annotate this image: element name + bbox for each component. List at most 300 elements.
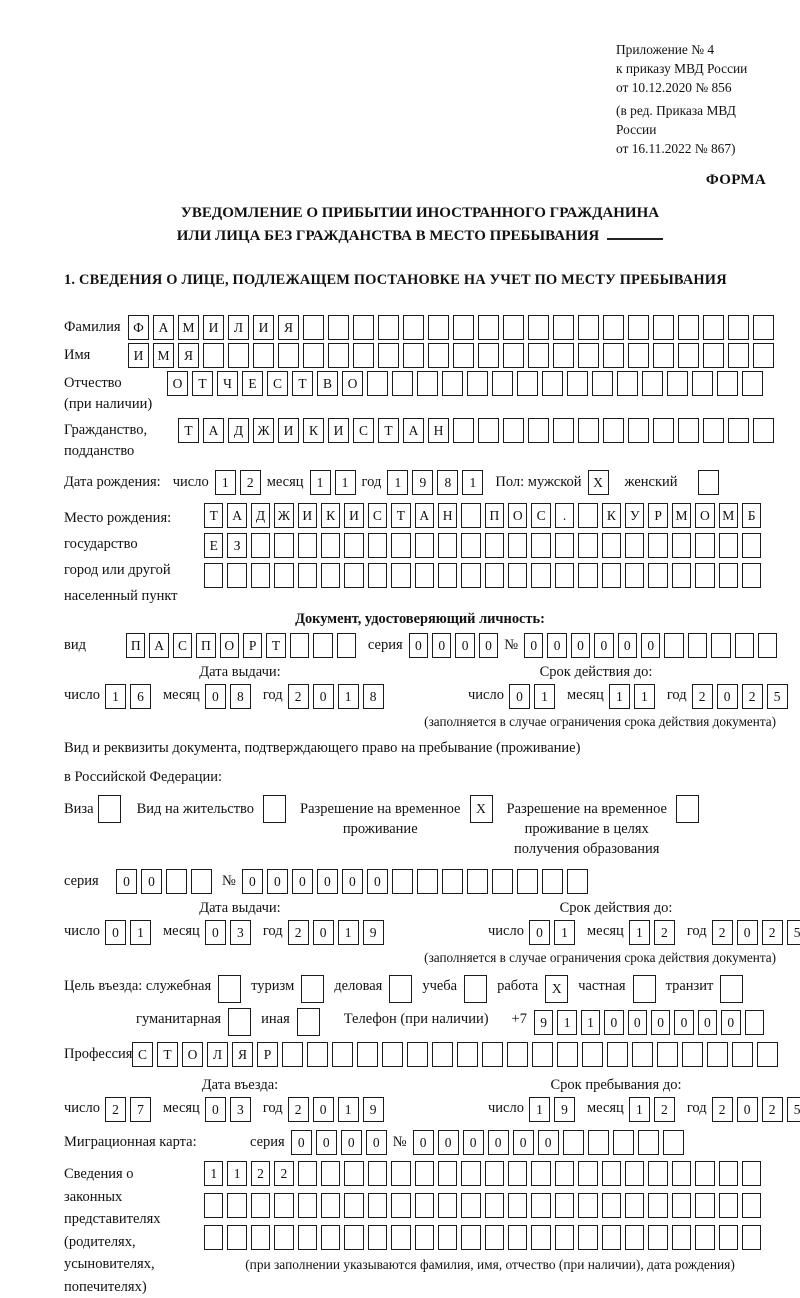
char-box[interactable]: Ч bbox=[217, 371, 238, 396]
char-box[interactable] bbox=[607, 1042, 628, 1067]
char-box[interactable]: П bbox=[196, 633, 215, 658]
char-box[interactable] bbox=[648, 563, 667, 588]
char-box[interactable]: 3 bbox=[230, 1097, 251, 1122]
char-box[interactable] bbox=[485, 1193, 504, 1218]
char-box[interactable]: 1 bbox=[529, 1097, 550, 1122]
char-box[interactable] bbox=[378, 343, 399, 368]
char-box[interactable] bbox=[517, 371, 538, 396]
char-box[interactable]: 0 bbox=[524, 633, 543, 658]
char-box[interactable]: 1 bbox=[227, 1161, 246, 1186]
char-box[interactable] bbox=[432, 1042, 453, 1067]
char-box[interactable]: 0 bbox=[432, 633, 451, 658]
char-box[interactable] bbox=[628, 343, 649, 368]
char-box[interactable]: И bbox=[203, 315, 224, 340]
char-box[interactable] bbox=[653, 315, 674, 340]
char-box[interactable] bbox=[478, 418, 499, 443]
char-box[interactable] bbox=[695, 533, 714, 558]
char-box[interactable] bbox=[453, 343, 474, 368]
char-box[interactable] bbox=[753, 418, 774, 443]
char-box[interactable]: Д bbox=[228, 418, 249, 443]
char-box[interactable]: А bbox=[153, 315, 174, 340]
char-box[interactable] bbox=[461, 503, 480, 528]
char-box[interactable]: 0 bbox=[529, 920, 550, 945]
char-box[interactable] bbox=[653, 418, 674, 443]
char-box[interactable] bbox=[227, 1193, 246, 1218]
char-box[interactable]: И bbox=[328, 418, 349, 443]
char-box[interactable]: 0 bbox=[618, 633, 637, 658]
char-box[interactable] bbox=[353, 343, 374, 368]
char-box[interactable] bbox=[508, 563, 527, 588]
char-box[interactable] bbox=[227, 563, 246, 588]
char-box[interactable]: 0 bbox=[479, 633, 498, 658]
char-box[interactable] bbox=[758, 633, 777, 658]
char-box[interactable]: 8 bbox=[437, 470, 458, 495]
char-box[interactable] bbox=[457, 1042, 478, 1067]
char-box[interactable] bbox=[555, 1161, 574, 1186]
char-box[interactable] bbox=[695, 1161, 714, 1186]
char-box[interactable] bbox=[368, 1193, 387, 1218]
char-box[interactable] bbox=[719, 563, 738, 588]
char-box[interactable] bbox=[578, 1193, 597, 1218]
char-box[interactable]: 0 bbox=[438, 1130, 459, 1155]
char-box[interactable] bbox=[742, 533, 761, 558]
char-box[interactable] bbox=[602, 1161, 621, 1186]
char-box[interactable]: 1 bbox=[338, 684, 359, 709]
char-box[interactable] bbox=[251, 563, 270, 588]
char-box[interactable] bbox=[742, 1161, 761, 1186]
char-box[interactable]: И bbox=[344, 503, 363, 528]
char-box[interactable] bbox=[298, 563, 317, 588]
char-box[interactable] bbox=[461, 1161, 480, 1186]
char-box[interactable]: 0 bbox=[509, 684, 530, 709]
char-box[interactable] bbox=[442, 869, 463, 894]
char-box[interactable]: Е bbox=[242, 371, 263, 396]
char-box[interactable] bbox=[582, 1042, 603, 1067]
char-box[interactable]: И bbox=[278, 418, 299, 443]
char-box[interactable] bbox=[278, 343, 299, 368]
char-box[interactable]: 2 bbox=[762, 1097, 783, 1122]
char-box[interactable]: 0 bbox=[205, 920, 226, 945]
char-box[interactable] bbox=[274, 1225, 293, 1250]
checkbox-box[interactable] bbox=[297, 1008, 320, 1036]
char-box[interactable]: 1 bbox=[629, 920, 650, 945]
checkbox-box[interactable] bbox=[389, 975, 412, 1003]
char-box[interactable]: 9 bbox=[363, 1097, 384, 1122]
char-box[interactable]: 1 bbox=[105, 684, 126, 709]
char-box[interactable]: 2 bbox=[654, 1097, 675, 1122]
char-box[interactable] bbox=[492, 371, 513, 396]
char-box[interactable] bbox=[578, 533, 597, 558]
char-box[interactable]: 9 bbox=[412, 470, 433, 495]
char-box[interactable] bbox=[467, 869, 488, 894]
char-box[interactable] bbox=[204, 1225, 223, 1250]
char-box[interactable] bbox=[253, 343, 274, 368]
char-box[interactable]: И bbox=[128, 343, 149, 368]
checkbox-box[interactable] bbox=[301, 975, 324, 1003]
char-box[interactable] bbox=[428, 315, 449, 340]
char-box[interactable] bbox=[415, 1225, 434, 1250]
char-box[interactable] bbox=[663, 1130, 684, 1155]
char-box[interactable]: 0 bbox=[116, 869, 137, 894]
char-box[interactable]: 0 bbox=[409, 633, 428, 658]
char-box[interactable]: Р bbox=[243, 633, 262, 658]
char-box[interactable] bbox=[695, 1193, 714, 1218]
char-box[interactable] bbox=[732, 1042, 753, 1067]
char-box[interactable] bbox=[353, 315, 374, 340]
char-box[interactable]: 0 bbox=[538, 1130, 559, 1155]
char-box[interactable]: 0 bbox=[455, 633, 474, 658]
char-box[interactable]: П bbox=[126, 633, 145, 658]
char-box[interactable]: 1 bbox=[335, 470, 356, 495]
char-box[interactable] bbox=[711, 633, 730, 658]
checkbox-box[interactable]: X bbox=[545, 975, 568, 1003]
char-box[interactable]: 1 bbox=[310, 470, 331, 495]
char-box[interactable] bbox=[695, 563, 714, 588]
char-box[interactable] bbox=[628, 315, 649, 340]
char-box[interactable] bbox=[391, 1193, 410, 1218]
char-box[interactable] bbox=[707, 1042, 728, 1067]
char-box[interactable] bbox=[321, 1161, 340, 1186]
char-box[interactable]: 1 bbox=[581, 1010, 600, 1035]
char-box[interactable] bbox=[507, 1042, 528, 1067]
char-box[interactable]: А bbox=[415, 503, 434, 528]
char-box[interactable] bbox=[461, 1225, 480, 1250]
char-box[interactable] bbox=[742, 371, 763, 396]
char-box[interactable] bbox=[563, 1130, 584, 1155]
char-box[interactable] bbox=[204, 563, 223, 588]
char-box[interactable]: 0 bbox=[267, 869, 288, 894]
char-box[interactable] bbox=[613, 1130, 634, 1155]
char-box[interactable] bbox=[303, 343, 324, 368]
char-box[interactable] bbox=[478, 315, 499, 340]
char-box[interactable] bbox=[728, 418, 749, 443]
char-box[interactable] bbox=[368, 1161, 387, 1186]
char-box[interactable]: 1 bbox=[387, 470, 408, 495]
char-box[interactable] bbox=[344, 1161, 363, 1186]
char-box[interactable]: 0 bbox=[604, 1010, 623, 1035]
char-box[interactable]: 0 bbox=[737, 920, 758, 945]
char-box[interactable] bbox=[517, 869, 538, 894]
char-box[interactable] bbox=[745, 1010, 764, 1035]
char-box[interactable] bbox=[508, 1225, 527, 1250]
char-box[interactable]: В bbox=[317, 371, 338, 396]
char-box[interactable] bbox=[417, 869, 438, 894]
char-box[interactable] bbox=[298, 1193, 317, 1218]
char-box[interactable] bbox=[313, 633, 332, 658]
char-box[interactable]: 1 bbox=[130, 920, 151, 945]
char-box[interactable] bbox=[485, 1225, 504, 1250]
char-box[interactable] bbox=[357, 1042, 378, 1067]
char-box[interactable]: 3 bbox=[230, 920, 251, 945]
char-box[interactable] bbox=[753, 315, 774, 340]
char-box[interactable] bbox=[628, 418, 649, 443]
char-box[interactable]: 2 bbox=[712, 920, 733, 945]
char-box[interactable] bbox=[382, 1042, 403, 1067]
char-box[interactable] bbox=[632, 1042, 653, 1067]
char-box[interactable] bbox=[728, 315, 749, 340]
char-box[interactable]: 0 bbox=[205, 684, 226, 709]
char-box[interactable]: Б bbox=[742, 503, 761, 528]
char-box[interactable] bbox=[638, 1130, 659, 1155]
char-box[interactable] bbox=[602, 563, 621, 588]
char-box[interactable]: 0 bbox=[651, 1010, 670, 1035]
char-box[interactable] bbox=[592, 371, 613, 396]
char-box[interactable]: Т bbox=[391, 503, 410, 528]
char-box[interactable] bbox=[695, 1225, 714, 1250]
char-box[interactable] bbox=[678, 343, 699, 368]
char-box[interactable] bbox=[332, 1042, 353, 1067]
char-box[interactable] bbox=[688, 633, 707, 658]
char-box[interactable]: 0 bbox=[292, 869, 313, 894]
char-box[interactable] bbox=[642, 371, 663, 396]
char-box[interactable] bbox=[555, 533, 574, 558]
char-box[interactable]: А bbox=[403, 418, 424, 443]
char-box[interactable]: Д bbox=[251, 503, 270, 528]
char-box[interactable]: 2 bbox=[288, 920, 309, 945]
char-box[interactable]: 1 bbox=[554, 920, 575, 945]
char-box[interactable] bbox=[578, 503, 597, 528]
char-box[interactable] bbox=[303, 315, 324, 340]
char-box[interactable] bbox=[742, 1225, 761, 1250]
char-box[interactable] bbox=[528, 315, 549, 340]
char-box[interactable] bbox=[703, 315, 724, 340]
char-box[interactable] bbox=[555, 1225, 574, 1250]
char-box[interactable]: 2 bbox=[288, 1097, 309, 1122]
char-box[interactable]: 1 bbox=[534, 684, 555, 709]
char-box[interactable] bbox=[392, 869, 413, 894]
char-box[interactable]: Я bbox=[232, 1042, 253, 1067]
char-box[interactable]: Т bbox=[178, 418, 199, 443]
char-box[interactable] bbox=[391, 563, 410, 588]
char-box[interactable] bbox=[204, 1193, 223, 1218]
char-box[interactable]: 5 bbox=[787, 1097, 800, 1122]
char-box[interactable] bbox=[625, 1225, 644, 1250]
char-box[interactable] bbox=[415, 1161, 434, 1186]
char-box[interactable] bbox=[678, 418, 699, 443]
char-box[interactable] bbox=[603, 418, 624, 443]
char-box[interactable]: С bbox=[173, 633, 192, 658]
char-box[interactable]: З bbox=[227, 533, 246, 558]
char-box[interactable]: М bbox=[153, 343, 174, 368]
char-box[interactable] bbox=[442, 371, 463, 396]
char-box[interactable] bbox=[321, 563, 340, 588]
char-box[interactable]: 0 bbox=[313, 684, 334, 709]
char-box[interactable]: 0 bbox=[205, 1097, 226, 1122]
char-box[interactable] bbox=[742, 1193, 761, 1218]
char-box[interactable] bbox=[251, 1225, 270, 1250]
char-box[interactable] bbox=[428, 343, 449, 368]
char-box[interactable] bbox=[682, 1042, 703, 1067]
char-box[interactable]: Р bbox=[648, 503, 667, 528]
char-box[interactable] bbox=[508, 1193, 527, 1218]
char-box[interactable]: 0 bbox=[698, 1010, 717, 1035]
char-box[interactable]: 0 bbox=[674, 1010, 693, 1035]
char-box[interactable]: 9 bbox=[534, 1010, 553, 1035]
char-box[interactable]: 2 bbox=[105, 1097, 126, 1122]
char-box[interactable] bbox=[478, 343, 499, 368]
char-box[interactable] bbox=[555, 563, 574, 588]
char-box[interactable] bbox=[467, 371, 488, 396]
char-box[interactable]: . bbox=[555, 503, 574, 528]
char-box[interactable]: 2 bbox=[274, 1161, 293, 1186]
char-box[interactable] bbox=[417, 371, 438, 396]
char-box[interactable] bbox=[542, 371, 563, 396]
char-box[interactable] bbox=[625, 1193, 644, 1218]
char-box[interactable]: Т bbox=[157, 1042, 178, 1067]
char-box[interactable] bbox=[719, 1225, 738, 1250]
char-box[interactable]: 2 bbox=[288, 684, 309, 709]
char-box[interactable] bbox=[227, 1225, 246, 1250]
char-box[interactable]: 0 bbox=[105, 920, 126, 945]
char-box[interactable] bbox=[438, 1225, 457, 1250]
char-box[interactable]: И bbox=[298, 503, 317, 528]
char-box[interactable] bbox=[625, 533, 644, 558]
char-box[interactable] bbox=[203, 343, 224, 368]
char-box[interactable]: О bbox=[342, 371, 363, 396]
char-box[interactable]: Е bbox=[204, 533, 223, 558]
char-box[interactable] bbox=[557, 1042, 578, 1067]
char-box[interactable]: X bbox=[588, 470, 609, 495]
char-box[interactable] bbox=[553, 315, 574, 340]
char-box[interactable]: Т bbox=[192, 371, 213, 396]
char-box[interactable]: У bbox=[625, 503, 644, 528]
char-box[interactable]: Т bbox=[204, 503, 223, 528]
char-box[interactable]: 2 bbox=[654, 920, 675, 945]
char-box[interactable]: 0 bbox=[717, 684, 738, 709]
char-box[interactable] bbox=[392, 371, 413, 396]
char-box[interactable] bbox=[344, 1193, 363, 1218]
char-box[interactable]: 9 bbox=[554, 1097, 575, 1122]
char-box[interactable] bbox=[602, 1225, 621, 1250]
char-box[interactable] bbox=[290, 633, 309, 658]
checkbox-box[interactable] bbox=[98, 795, 121, 823]
char-box[interactable]: 0 bbox=[313, 1097, 334, 1122]
char-box[interactable]: 1 bbox=[338, 920, 359, 945]
char-box[interactable] bbox=[625, 1161, 644, 1186]
char-box[interactable]: 0 bbox=[641, 633, 660, 658]
char-box[interactable]: 5 bbox=[787, 920, 800, 945]
char-box[interactable]: 0 bbox=[628, 1010, 647, 1035]
checkbox-box[interactable] bbox=[228, 1008, 251, 1036]
char-box[interactable]: С bbox=[368, 503, 387, 528]
char-box[interactable]: 2 bbox=[742, 684, 763, 709]
char-box[interactable]: Т bbox=[378, 418, 399, 443]
char-box[interactable] bbox=[672, 1193, 691, 1218]
char-box[interactable]: А bbox=[203, 418, 224, 443]
char-box[interactable]: 8 bbox=[230, 684, 251, 709]
char-box[interactable]: 0 bbox=[342, 869, 363, 894]
char-box[interactable] bbox=[672, 563, 691, 588]
char-box[interactable]: Р bbox=[257, 1042, 278, 1067]
char-box[interactable] bbox=[667, 371, 688, 396]
char-box[interactable]: Ж bbox=[274, 503, 293, 528]
char-box[interactable] bbox=[453, 315, 474, 340]
char-box[interactable]: О bbox=[508, 503, 527, 528]
char-box[interactable] bbox=[567, 869, 588, 894]
char-box[interactable] bbox=[528, 343, 549, 368]
char-box[interactable] bbox=[528, 418, 549, 443]
char-box[interactable] bbox=[298, 1225, 317, 1250]
char-box[interactable] bbox=[274, 1193, 293, 1218]
char-box[interactable] bbox=[728, 343, 749, 368]
char-box[interactable] bbox=[282, 1042, 303, 1067]
char-box[interactable] bbox=[672, 533, 691, 558]
char-box[interactable] bbox=[531, 1161, 550, 1186]
char-box[interactable]: 1 bbox=[629, 1097, 650, 1122]
char-box[interactable] bbox=[719, 1193, 738, 1218]
char-box[interactable] bbox=[578, 343, 599, 368]
char-box[interactable]: 1 bbox=[462, 470, 483, 495]
checkbox-box[interactable] bbox=[676, 795, 699, 823]
char-box[interactable]: 0 bbox=[317, 869, 338, 894]
char-box[interactable] bbox=[692, 371, 713, 396]
char-box[interactable] bbox=[274, 563, 293, 588]
char-box[interactable] bbox=[274, 533, 293, 558]
char-box[interactable] bbox=[698, 470, 719, 495]
char-box[interactable] bbox=[602, 1193, 621, 1218]
char-box[interactable]: 0 bbox=[513, 1130, 534, 1155]
char-box[interactable]: С bbox=[353, 418, 374, 443]
char-box[interactable]: 5 bbox=[767, 684, 788, 709]
char-box[interactable] bbox=[719, 1161, 738, 1186]
char-box[interactable]: Л bbox=[228, 315, 249, 340]
char-box[interactable]: Т bbox=[292, 371, 313, 396]
char-box[interactable] bbox=[672, 1225, 691, 1250]
char-box[interactable]: 0 bbox=[316, 1130, 337, 1155]
char-box[interactable]: К bbox=[321, 503, 340, 528]
char-box[interactable]: Л bbox=[207, 1042, 228, 1067]
char-box[interactable]: 2 bbox=[251, 1161, 270, 1186]
char-box[interactable]: 0 bbox=[488, 1130, 509, 1155]
char-box[interactable] bbox=[703, 343, 724, 368]
char-box[interactable]: 1 bbox=[609, 684, 630, 709]
char-box[interactable]: П bbox=[485, 503, 504, 528]
char-box[interactable]: О bbox=[695, 503, 714, 528]
char-box[interactable] bbox=[678, 315, 699, 340]
char-box[interactable] bbox=[648, 1161, 667, 1186]
char-box[interactable] bbox=[344, 563, 363, 588]
char-box[interactable] bbox=[403, 343, 424, 368]
char-box[interactable] bbox=[391, 1225, 410, 1250]
char-box[interactable]: 8 bbox=[363, 684, 384, 709]
char-box[interactable] bbox=[625, 563, 644, 588]
char-box[interactable]: 0 bbox=[594, 633, 613, 658]
char-box[interactable] bbox=[367, 371, 388, 396]
char-box[interactable] bbox=[703, 418, 724, 443]
char-box[interactable] bbox=[407, 1042, 428, 1067]
char-box[interactable] bbox=[438, 563, 457, 588]
char-box[interactable] bbox=[415, 563, 434, 588]
char-box[interactable] bbox=[368, 533, 387, 558]
char-box[interactable]: 2 bbox=[692, 684, 713, 709]
char-box[interactable]: 6 bbox=[130, 684, 151, 709]
char-box[interactable] bbox=[719, 533, 738, 558]
char-box[interactable]: К bbox=[303, 418, 324, 443]
char-box[interactable] bbox=[753, 343, 774, 368]
char-box[interactable]: С bbox=[267, 371, 288, 396]
char-box[interactable] bbox=[438, 533, 457, 558]
char-box[interactable] bbox=[717, 371, 738, 396]
char-box[interactable]: 0 bbox=[737, 1097, 758, 1122]
char-box[interactable]: 2 bbox=[240, 470, 261, 495]
char-box[interactable] bbox=[578, 1225, 597, 1250]
char-box[interactable] bbox=[503, 315, 524, 340]
char-box[interactable] bbox=[672, 1161, 691, 1186]
char-box[interactable]: Я bbox=[278, 315, 299, 340]
char-box[interactable] bbox=[617, 371, 638, 396]
char-box[interactable] bbox=[578, 315, 599, 340]
char-box[interactable] bbox=[378, 315, 399, 340]
